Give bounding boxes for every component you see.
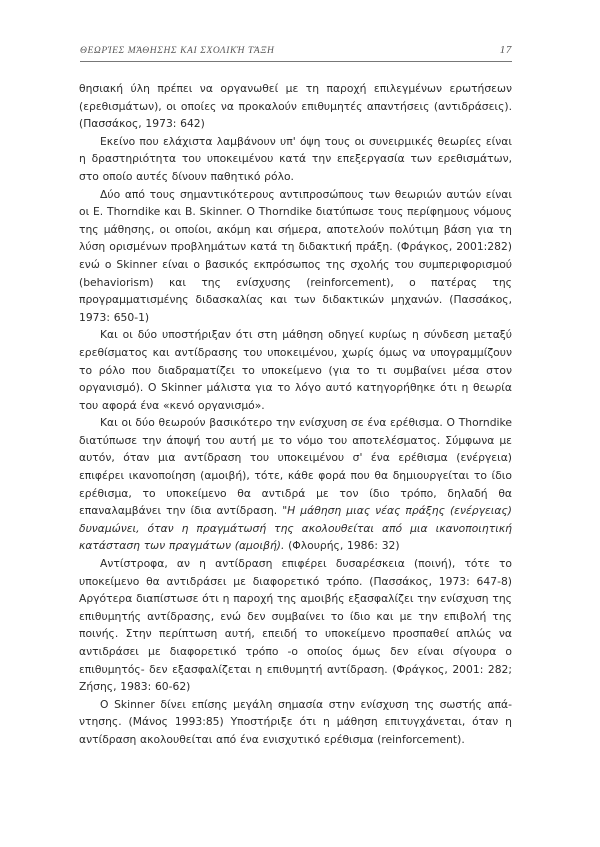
paragraph <box>79 555 512 696</box>
running-header <box>80 44 512 60</box>
citation: (Φλουρής, 1986: 32) <box>284 539 400 553</box>
body-text <box>79 80 512 749</box>
running-title: ΘΕΩΡΊΕΣ ΜΆΘΗΣΗΣ ΚΑΙ ΣΧΟΛΙΚΉ ΤΆΞΗ <box>80 46 275 56</box>
paragraph-text: Ο Skinner δίνει επίσης μεγάλη σημασία στην ενίσχυση της σωστής απάντησης. (Μάνος 1993:85) Υποστήριξε ότι η μάθηση επιτυγχάνεται, όταν η αντίδραση ακολουθείται από ένα ενισχυτικό ερέθισμα (reinforcement). <box>79 697 512 746</box>
paragraph-text: θησιακή ύλη πρέπει να οργανωθεί με τη παροχή επιλεγμένων ερωτήσεων (ερεθισμάτων), οι οποίες να προκαλούν επιθυμητές απαντήσεις (αντιδράσεις). (Πασσάκος, 1973: 642) <box>79 82 512 131</box>
paragraph <box>79 133 512 186</box>
paragraph-text: Δύο από τους σημαντικότερους αντιπροσώπους των θεωριών αυτών είναι οι E. Thorndike και B. Skinner. Ο Thorndike διατύπωσε τους περίφημους νόμους της μάθησης, οι οποίοι, ακόμη και σήμερα, αποτελούν πολύτιμη βάση για τη λύση ορισμένων προβλημάτων κατά τη διδακτική πράξη. (Φράγκος, 2001:282) ενώ ο Skinner είναι ο βασικός εκπρόσωπος της σχολής του συμπεριφορισμού (behaviorism) και της ενίσχυσης (reinforcement), ο πατέρας της προγραμματισμένης διδασκαλίας και των διδακτικών μηχανών. (Πασσάκος, 1973: 650-1) <box>79 187 512 324</box>
paragraph <box>79 80 512 133</box>
italic-quote: "Η μάθηση μιας νέας πράξης (ενέργειας) δυναμώνει, όταν η πραγμάτωσή της ακολουθείται από μια ικανοποιητική κατάσταση των πραγμάτων (αμοιβή). <box>79 504 512 553</box>
paragraph-text: Αντίστροφα, αν η αντίδραση επιφέρει δυσαρέσκεια (ποινή), τότε το υποκείμενο θα αντιδράσει με διαφορετικό τρόπο. (Πασσάκος, 1973: 647-8) Αργότερα διαπίστωσε ότι η παροχή της αμοιβής εξασφαλίζει την ενίσχυση της επιθυμητής αντίδρασης, ενώ δεν συμβαίνει το ίδιο και με την επιβολή της ποινής. Στην περίπτωση αυτή, επειδή το υποκείμενο προσπαθεί απλώς να αντιδράσει με διαφορετικό τρόπο -ο οποίος όμως δεν είναι σίγουρα ο επιθυμητός- δεν εξασφαλίζεται η επιθυμητή αντίδραση. (Φράγκος, 2001: 282; Ζήσης, 1983: 60-62) <box>79 557 512 694</box>
page-number: 17 <box>499 44 512 56</box>
paragraph-text: Και οι δύο υποστήριξαν ότι στη μάθηση οδηγεί κυρίως η σύνδεση μεταξύ ερεθίσματος και αντίδρασης του υποκειμένου, χωρίς όμως να υπογραμμίζουν το ρόλο που διαδραματίζει το υποκείμενο (για το τι συμβαίνει μέσα στον οργανισμό). Ο Skinner μάλιστα για το λόγο αυτό κατηγορήθηκε ότι η θεωρία του αφορά ένα «κενό οργανισμό». <box>79 328 512 412</box>
header-rule <box>80 61 512 62</box>
paragraph <box>79 696 512 749</box>
paragraph <box>79 186 512 327</box>
paragraph-text: Και οι δύο θεωρούν βασικότερο την ενίσχυση σε ένα ερέθισμα. Ο Thorndike διατύπωσε την άποψή του αυτή με το νόμο του αποτελέσματος. Σύμφωνα με αυτόν, όταν μια αντίδραση του υποκειμένου σ' ένα ερέθισμα (ενέργεια) επιφέρει ικανοποίηση (αμοιβή), τότε, κάθε φορά που θα δημιουργείται το ίδιο ερέθισμα, το υποκείμενο θα αντιδρά με τον ίδιο τρόπο, δηλαδή θα επαναλαμβάνει την ίδια αντίδραση. <box>79 416 512 518</box>
paragraph <box>79 326 512 414</box>
paragraph-text: Εκείνο που ελάχιστα λαμβάνουν υπ' όψη τους οι συνειρμικές θεωρίες είναι η δραστηριότητα του υποκειμένου κατά την επεξεργασία των ερεθισμάτων, στο οποίο αυτές δίνουν παθητικό ρόλο. <box>79 134 512 183</box>
paragraph <box>79 414 512 555</box>
